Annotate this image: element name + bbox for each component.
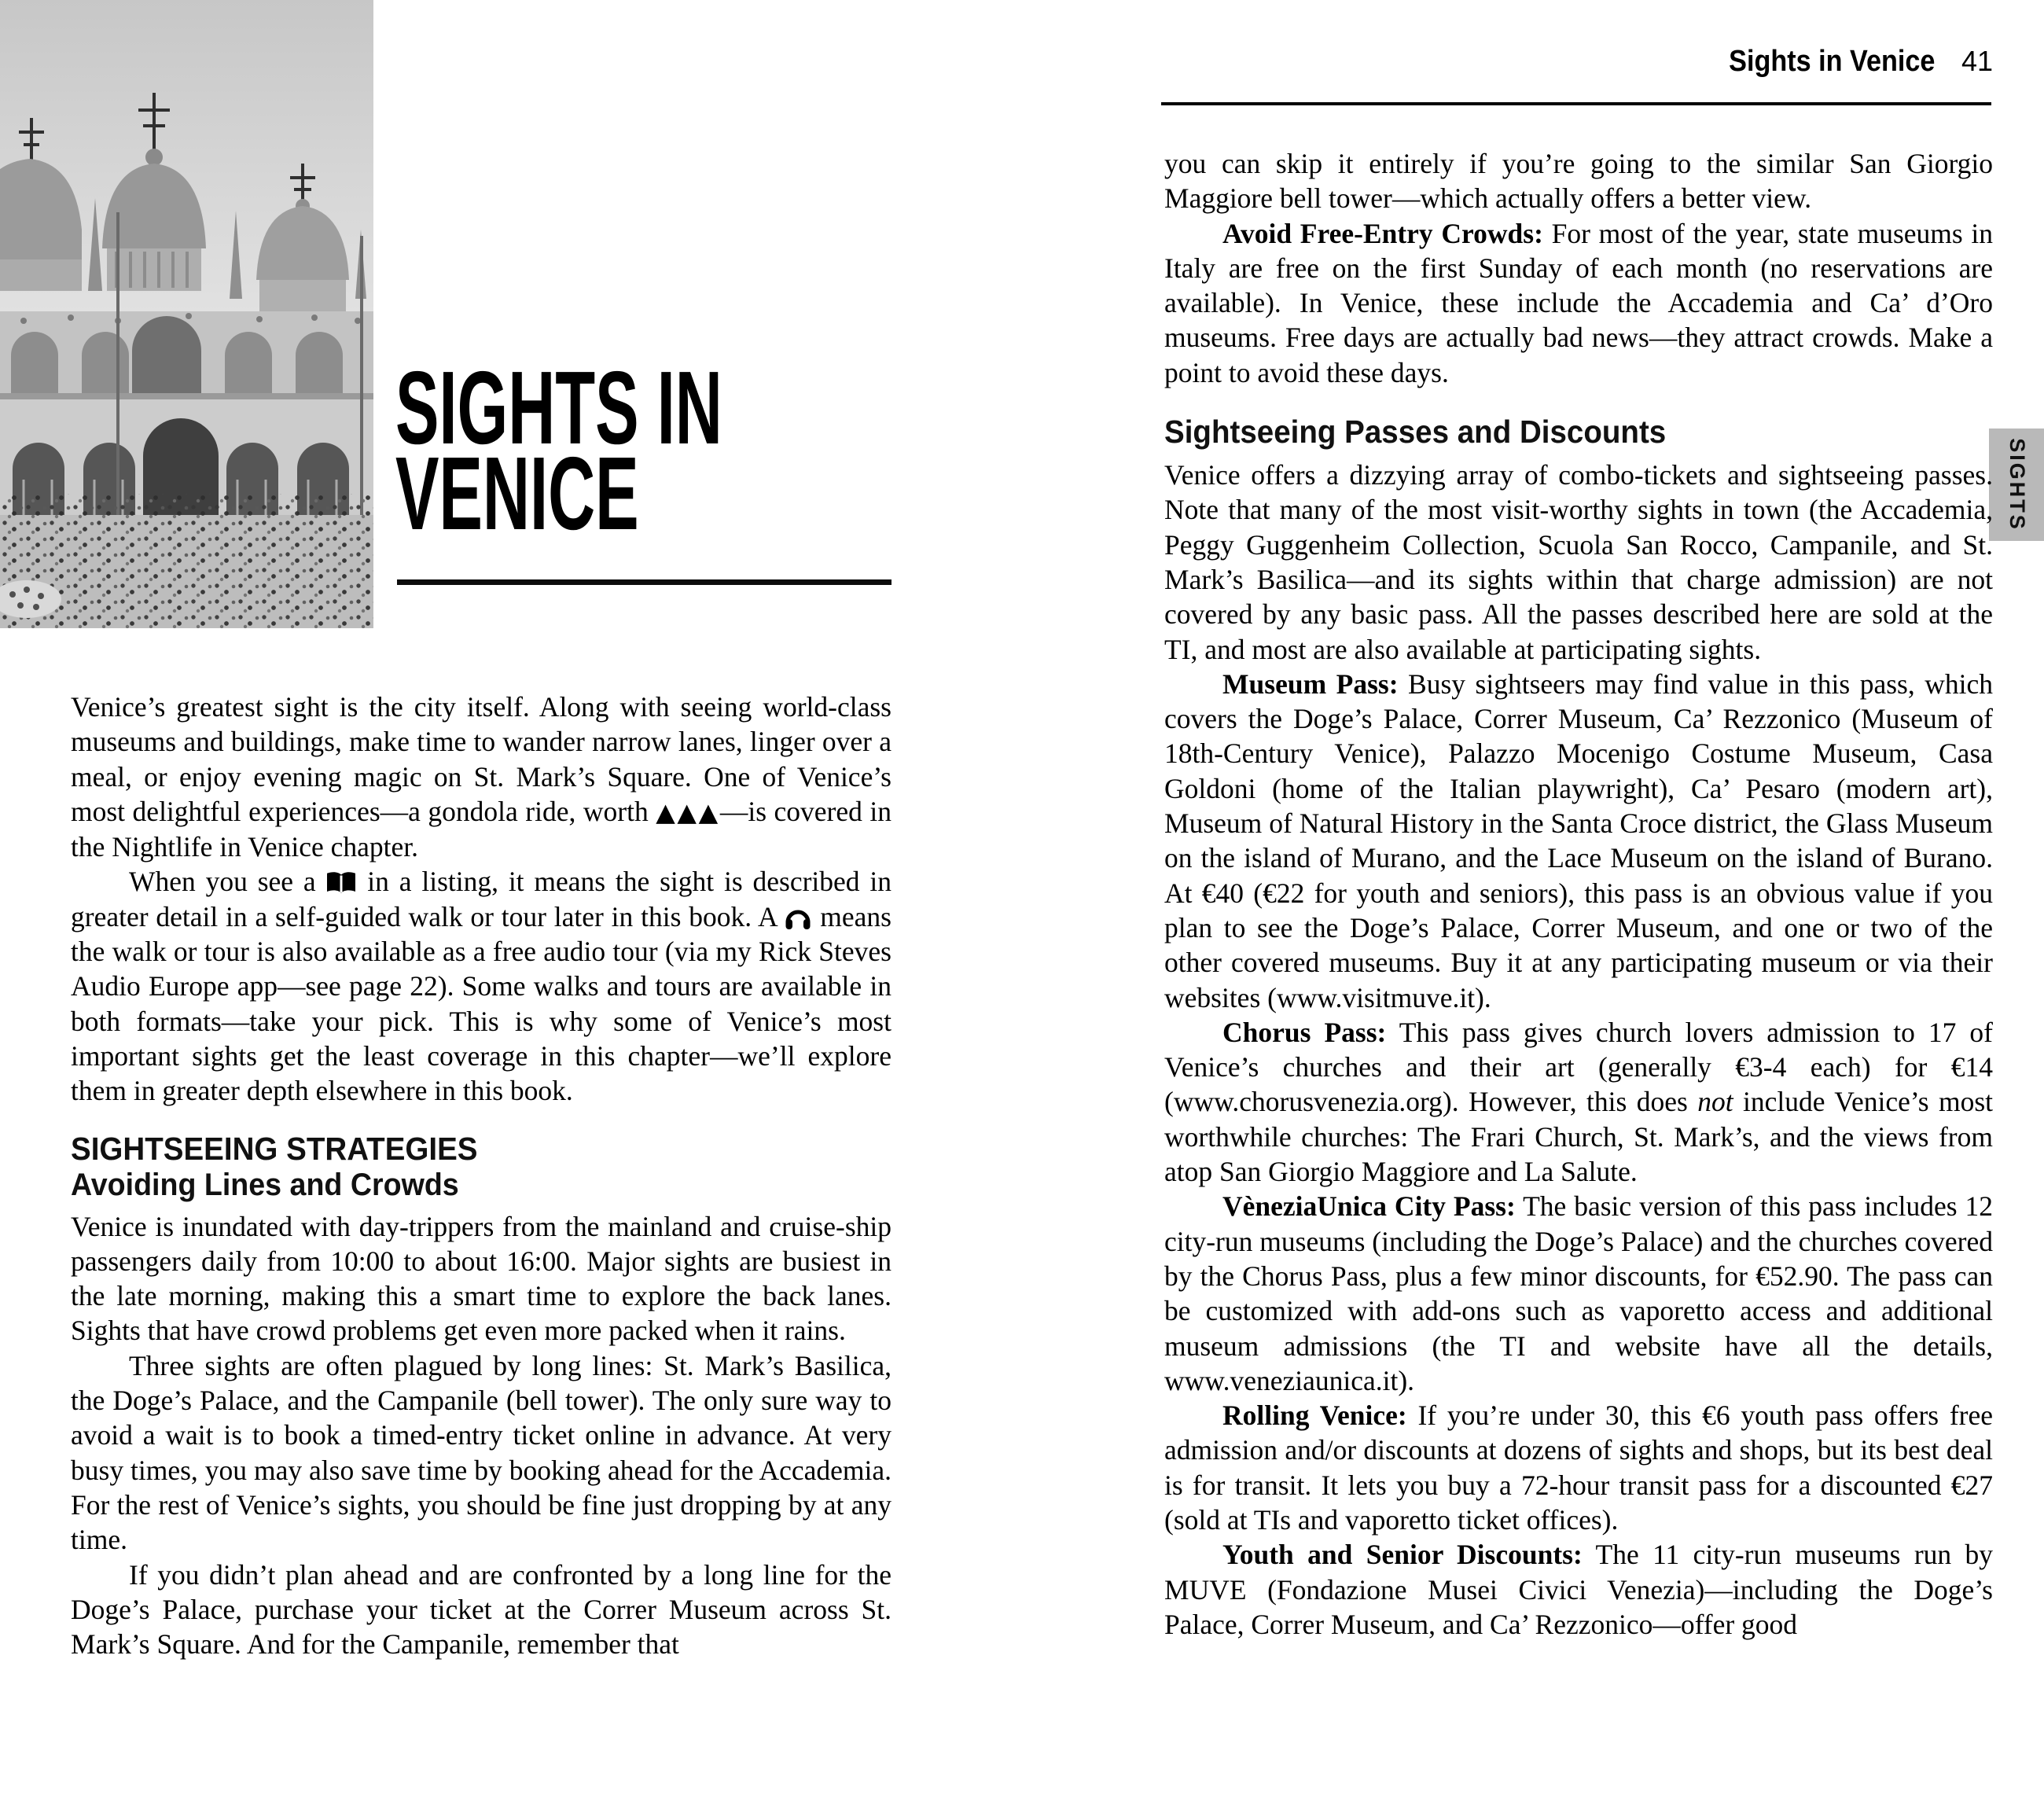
paragraph: you can skip it entirely if you’re going to the similar San Giorgio Maggiore bell tower—which actually offers a better view. xyxy=(1164,148,1993,215)
running-head-title: Sights in Venice xyxy=(1728,45,1935,78)
subsection-heading-avoiding-lines: Avoiding Lines and Crowds xyxy=(71,1167,459,1202)
running-head xyxy=(1164,44,1993,85)
paragraph: VèneziaUnica City Pass: The basic version of this pass includes 12 city-run museums (including the Doge’s Palace) and the churches covered by the Chorus Pass, plus a few minor discounts, for €52.90. The pass can be customized with add-ons such as vaporetto access and additional museum admissions (the TI and website have all the details, www.veneziaunica.it). xyxy=(1164,1190,1993,1396)
right-text-column xyxy=(1164,146,1993,1642)
paragraph: Venice offers a dizzying array of combo-tickets and sightseeing passes. Note that many of the most visit-worthy sights in town (the Accademia, Peggy Guggenheim Collection, Scuola San Rocco, Campanile, and St. Mark’s Basilica—and its sights within that charge admission) are not covered by any basic pass. All the passes described here are sold at the TI, and most are also available at participating sights. xyxy=(1164,459,1993,665)
paragraph: When you see a in a listing, it means the sight is described in greater detail in a self-guided walk or tour later in this book. A means the walk or tour is also available as a free audio tour (via my Rick Steves Audio Europe app—see page 22). Some walks and tours are available in both formats—take your pick. This is why some of Venice’s most important sights get the least coverage in this chapter—we’ll explore them in greater depth elsewhere in this book. xyxy=(71,866,891,1107)
chapter-title-rule xyxy=(397,579,891,585)
chapter-title-line1: SIGHTS IN xyxy=(395,350,722,465)
paragraph: Youth and Senior Discounts: The 11 city-run museums run by MUVE (Fondazione Musei Civici Venezia)—including the Doge’s Palace, Correr Museum, and Ca’ Rezzonico—offer good xyxy=(1164,1539,1993,1640)
paragraph: Venice’s greatest sight is the city itself. Along with seeing world-class museums and buildings, make time to wander narrow lanes, linger over a meal, or enjoy evening magic on St. Mark’s Square. One of Venice’s most delightful experiences—a gondola ride, worth ▲▲▲—is covered in the Nightlife in Venice chapter. xyxy=(71,691,891,863)
page-number: 41 xyxy=(1961,45,1993,77)
left-text-column xyxy=(71,690,891,1661)
paragraph: Rolling Venice: If you’re under 30, this €6 youth pass offers free admission and/or discounts at dozens of sights and shops, but its best deal is for transit. It lets you buy a 72-hour transit pass for a discounted €27 (sold at TIs and vaporetto ticket offices). xyxy=(1164,1400,1994,1536)
paragraph: Venice is inundated with day-trippers from the mainland and cruise-ship passengers daily from 10:00 to about 16:00. Major sights are busiest in the late morning, making this a smart time to explore the back lanes. Sights that have crowd problems get even more packed when it rains. xyxy=(71,1210,891,1347)
section-heading-sightseeing-strategies: SIGHTSEEING STRATEGIES xyxy=(71,1130,478,1167)
paragraph: Museum Pass: Busy sightseers may find value in this pass, which covers the Doge’s Palace, Correr Museum, Ca’ Rezzonico (Museum of 18th-Century Venice), Palazzo Mocenigo Costume Museum, Casa Goldoni (home of the Italian playwright), Ca’ Pesaro (modern art), Museum of Natural History in the Santa Croce district, the Glass Museum on the island of Murano, and the Lace Museum on the island of Burano. At €40 (€22 for youth and seniors), this pass is an obvious value if you plan to see the Doge’s Palace, Correr Museum, and one or two of the other covered museums. Buy it at any participating museum or via their websites (www.visitmuve.it). xyxy=(1164,668,1993,1013)
open-book-icon xyxy=(325,866,357,897)
paragraph: Three sights are often plagued by long lines: St. Mark’s Basilica, the Doge’s Palace, and the Campanile (bell tower). The only sure way to avoid a wait is to book a timed-entry ticket online in advance. At very busy times, you may also save time by booking ahead for the Accademia. For the rest of Venice’s sights, you should be fine just dropping by at any time. xyxy=(71,1349,891,1556)
running-head-rule xyxy=(1161,102,1991,105)
headphones-icon xyxy=(784,901,812,932)
st-marks-basilica-photo xyxy=(0,0,373,628)
chapter-title-line2: VENICE xyxy=(395,436,639,551)
paragraph: Chorus Pass: This pass gives church lovers admission to 17 of Venice’s churches and their art (generally €3-4 each) for €14 (www.chorusvenezia.org). However, this does not include Venice’s most worthwhile churches: The Frari Church, St. Mark’s, and the views from atop San Giorgio Maggiore and La Salute. xyxy=(1164,1016,1993,1188)
paragraph: Avoid Free-Entry Crowds: For most of the year, state museums in Italy are free on the first Sunday of each month (no reservations are available). In Venice, these include the Accademia and Ca’ d’Oro museums. Free days are actually bad news—they attract crowds. Make a point to avoid these days. xyxy=(1164,217,1993,388)
rating-triangles: ▲▲▲ xyxy=(656,796,720,827)
paragraph: If you didn’t plan ahead and are confronted by a long line for the Doge’s Palace, purchase your ticket at the Correr Museum across St. Mark’s Square. And for the Campanile, remember that xyxy=(71,1558,891,1661)
section-tab-sights xyxy=(1989,429,2044,541)
subsection-heading-passes-discounts: Sightseeing Passes and Discounts xyxy=(1164,414,1667,451)
section-tab-label: SIGHTS xyxy=(2005,438,2029,531)
chapter-title xyxy=(395,350,722,551)
